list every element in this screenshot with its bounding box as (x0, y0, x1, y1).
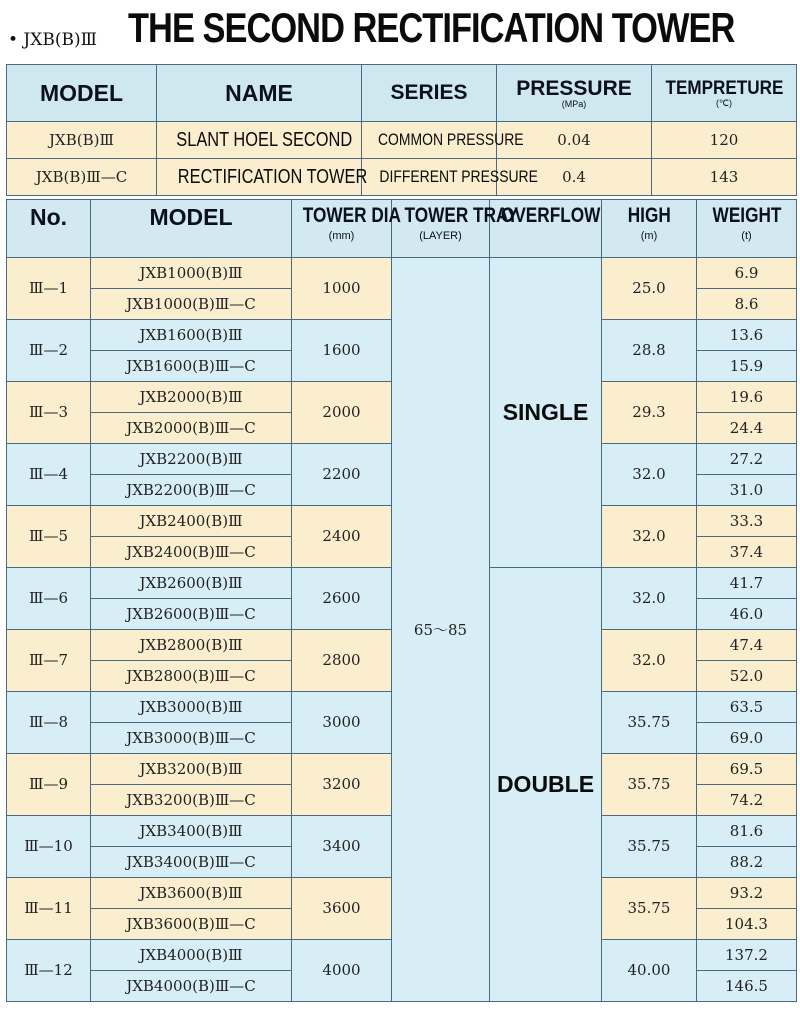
weight-cell: 6.9 (697, 258, 797, 289)
high-cell: 40.00 (602, 940, 697, 1002)
series-row (7, 159, 797, 196)
header-overflow: OVERFLOW (490, 200, 602, 258)
no-cell: Ⅲ—11 (7, 878, 91, 940)
tower-dia-cell: 1600 (292, 320, 392, 382)
table-row (7, 258, 797, 289)
tower-dia-cell: 2200 (292, 444, 392, 506)
weight-cell: 19.6 (697, 382, 797, 413)
no-cell: Ⅲ—2 (7, 320, 91, 382)
model-cell: JXB2400(B)Ⅲ—C (91, 537, 292, 568)
weight-cell: 93.2 (697, 878, 797, 909)
series-series-cell: DIFFERENT PRESSURE (362, 159, 497, 196)
high-cell: 35.75 (602, 754, 697, 816)
weight-cell: 47.4 (697, 630, 797, 661)
series-table (6, 64, 797, 196)
weight-cell: 137.2 (697, 940, 797, 971)
temperature-unit: (℃) (715, 97, 733, 108)
model-cell: JXB4000(B)Ⅲ—C (91, 971, 292, 1002)
weight-cell: 46.0 (697, 599, 797, 630)
tower-dia-cell: 2000 (292, 382, 392, 444)
model-cell: JXB3200(B)Ⅲ (91, 754, 292, 785)
header-name: NAME (157, 65, 362, 122)
weight-cell: 41.7 (697, 568, 797, 599)
model-cell: JXB2200(B)Ⅲ—C (91, 475, 292, 506)
high-cell: 32.0 (602, 568, 697, 630)
weight-cell: 24.4 (697, 413, 797, 444)
weight-cell: 88.2 (697, 847, 797, 878)
series-temperature-cell: 143 (652, 159, 797, 196)
weight-cell: 69.0 (697, 723, 797, 754)
page-header (0, 0, 800, 62)
pressure-unit: (MPa) (561, 99, 587, 109)
header-pressure: PRESSURE (MPa) (497, 65, 652, 122)
weight-cell: 146.5 (697, 971, 797, 1002)
model-cell: JXB3000(B)Ⅲ—C (91, 723, 292, 754)
model-cell: JXB3400(B)Ⅲ (91, 816, 292, 847)
model-cell: JXB1600(B)Ⅲ (91, 320, 292, 351)
tower-dia-unit: (mm) (328, 230, 355, 242)
high-cell: 35.75 (602, 816, 697, 878)
spec-body (7, 258, 797, 1002)
model-cell: JXB1600(B)Ⅲ—C (91, 351, 292, 382)
series-series-cell: COMMON PRESSURE (362, 122, 497, 159)
high-cell: 29.3 (602, 382, 697, 444)
model-cell: JXB4000(B)Ⅲ (91, 940, 292, 971)
weight-cell: 74.2 (697, 785, 797, 816)
model-cell: JXB2000(B)Ⅲ—C (91, 413, 292, 444)
weight-cell: 69.5 (697, 754, 797, 785)
header-high: HIGH (m) (602, 200, 697, 258)
header-model: MODEL (7, 65, 157, 122)
model-cell: JXB2800(B)Ⅲ (91, 630, 292, 661)
weight-cell: 15.9 (697, 351, 797, 382)
weight-cell: 52.0 (697, 661, 797, 692)
series-name-line2: RECTIFICATION TOWER (157, 159, 362, 196)
series-model-cell: JXB(B)Ⅲ—C (7, 159, 157, 196)
high-cell: 35.75 (602, 878, 697, 940)
high-unit: (m) (640, 230, 658, 242)
no-cell: Ⅲ—7 (7, 630, 91, 692)
model-cell: JXB2600(B)Ⅲ (91, 568, 292, 599)
model-cell: JXB2600(B)Ⅲ—C (91, 599, 292, 630)
weight-cell: 63.5 (697, 692, 797, 723)
high-cell: 28.8 (602, 320, 697, 382)
no-cell: Ⅲ—12 (7, 940, 91, 1002)
no-cell: Ⅲ—4 (7, 444, 91, 506)
model-cell: JXB3600(B)Ⅲ—C (91, 909, 292, 940)
tower-dia-cell: 3400 (292, 816, 392, 878)
model-cell: JXB2200(B)Ⅲ (91, 444, 292, 475)
high-cell: 32.0 (602, 630, 697, 692)
weight-cell: 33.3 (697, 506, 797, 537)
series-pressure-cell: 0.04 (497, 122, 652, 159)
weight-cell: 37.4 (697, 537, 797, 568)
weight-cell: 81.6 (697, 816, 797, 847)
header-weight: WEIGHT (t) (697, 200, 797, 258)
model-cell: JXB1000(B)Ⅲ (91, 258, 292, 289)
no-cell: Ⅲ—9 (7, 754, 91, 816)
series-name-line1: SLANT HOEL SECOND (157, 122, 362, 159)
series-header-row (7, 65, 797, 122)
high-cell: 25.0 (602, 258, 697, 320)
header-model: MODEL (91, 200, 292, 258)
high-cell: 32.0 (602, 506, 697, 568)
series-temperature-cell: 120 (652, 122, 797, 159)
overflow-double-cell: DOUBLE (490, 568, 602, 1002)
tower-tray-cell: 65～85 (392, 258, 490, 1002)
series-row (7, 122, 797, 159)
no-cell: Ⅲ—8 (7, 692, 91, 754)
model-cell: JXB3400(B)Ⅲ—C (91, 847, 292, 878)
weight-unit: (t) (741, 230, 752, 242)
tower-tray-unit: (LAYER) (419, 230, 462, 242)
tower-dia-cell: 2400 (292, 506, 392, 568)
weight-cell: 31.0 (697, 475, 797, 506)
no-cell: Ⅲ—5 (7, 506, 91, 568)
header-tower-dia: TOWER DIA (mm) (292, 200, 392, 258)
tower-dia-cell: 4000 (292, 940, 392, 1002)
high-cell: 35.75 (602, 692, 697, 754)
tower-dia-cell: 2800 (292, 630, 392, 692)
tower-dia-cell: 3600 (292, 878, 392, 940)
page-title: THE SECOND RECTIFICATION TOWER (128, 4, 735, 51)
no-cell: Ⅲ—1 (7, 258, 91, 320)
weight-cell: 27.2 (697, 444, 797, 475)
weight-cell: 13.6 (697, 320, 797, 351)
overflow-single-cell: SINGLE (490, 258, 602, 568)
header-no: No. (7, 200, 91, 258)
no-cell: Ⅲ—3 (7, 382, 91, 444)
series-model-cell: JXB(B)Ⅲ (7, 122, 157, 159)
series-pressure-cell: 0.4 (497, 159, 652, 196)
weight-cell: 8.6 (697, 289, 797, 320)
header-temperature: TEMPRETURE (℃) (652, 65, 797, 122)
no-cell: Ⅲ—10 (7, 816, 91, 878)
model-cell: JXB1000(B)Ⅲ—C (91, 289, 292, 320)
model-cell: JXB3600(B)Ⅲ (91, 878, 292, 909)
model-cell: JXB2000(B)Ⅲ (91, 382, 292, 413)
tower-dia-cell: 2600 (292, 568, 392, 630)
model-cell: JXB3200(B)Ⅲ—C (91, 785, 292, 816)
spec-table (6, 199, 797, 1002)
tower-dia-cell: 3000 (292, 692, 392, 754)
header-series: SERIES (362, 65, 497, 122)
tower-dia-cell: 3200 (292, 754, 392, 816)
model-cell: JXB2400(B)Ⅲ (91, 506, 292, 537)
header-tower-tray: TOWER TRAY (LAYER) (392, 200, 490, 258)
tower-dia-cell: 1000 (292, 258, 392, 320)
model-cell: JXB3000(B)Ⅲ (91, 692, 292, 723)
no-cell: Ⅲ—6 (7, 568, 91, 630)
high-cell: 32.0 (602, 444, 697, 506)
weight-cell: 104.3 (697, 909, 797, 940)
model-prefix: • JXB(B)Ⅲ (8, 30, 97, 50)
spec-header-row (7, 200, 797, 258)
model-cell: JXB2800(B)Ⅲ—C (91, 661, 292, 692)
